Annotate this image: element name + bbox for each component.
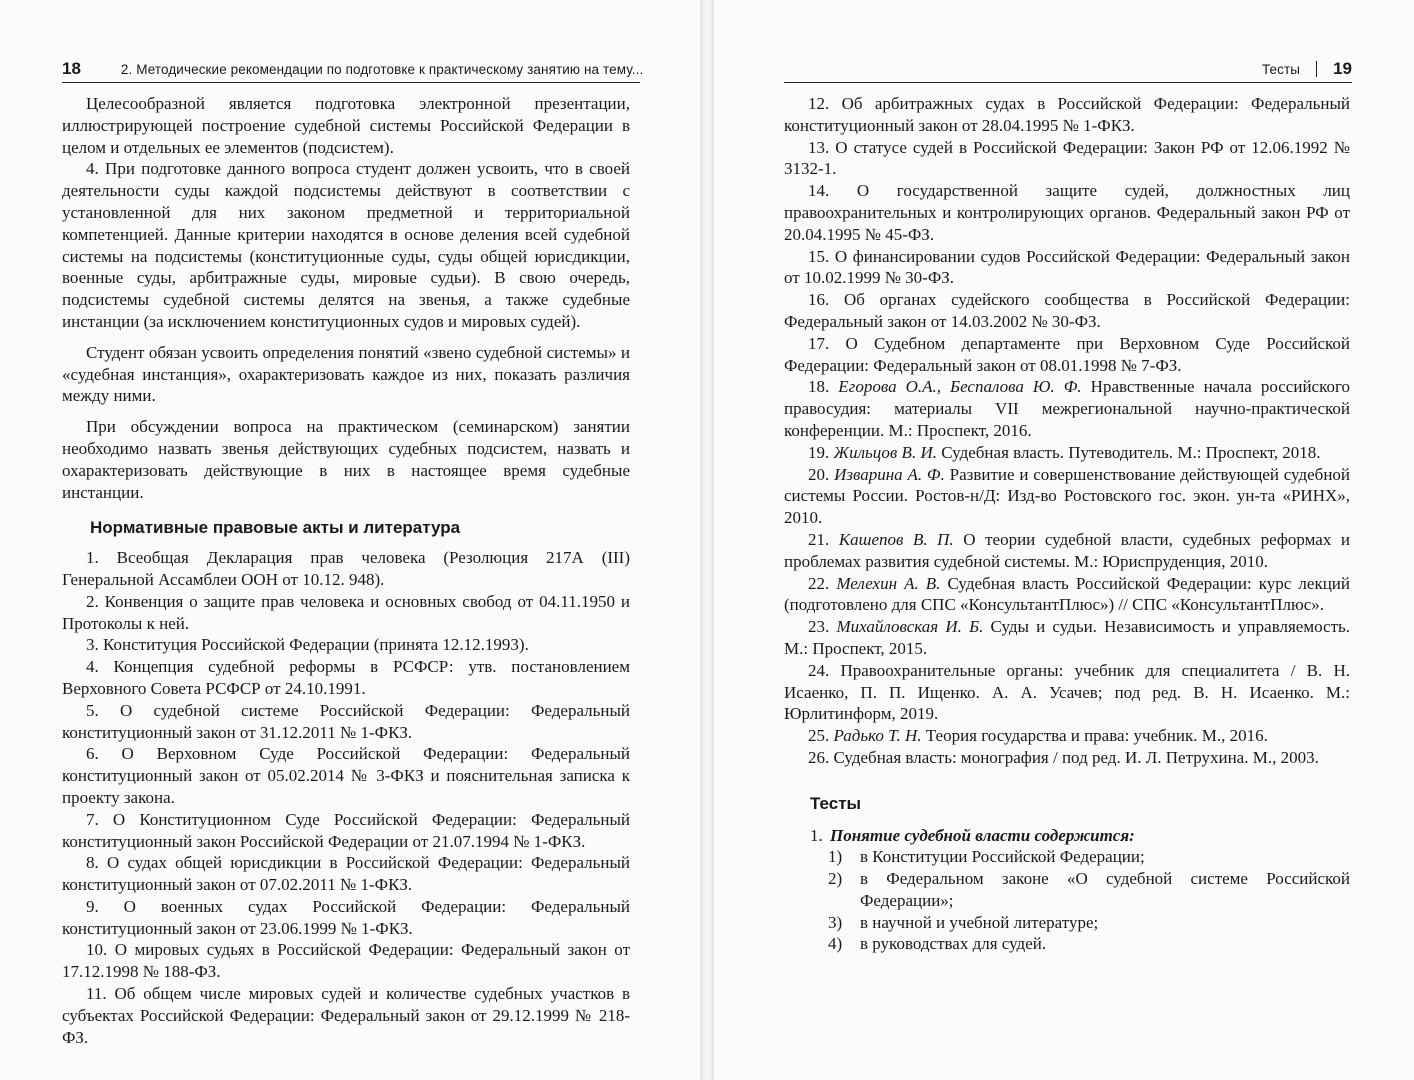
section-heading: Нормативные правовые акты и литература: [90, 518, 461, 538]
reference-author: Жильцов В. И.: [833, 442, 937, 462]
answer-option: 4) в руководствах для судей.: [828, 934, 1047, 954]
book-gutter: [700, 0, 714, 1080]
left-running-header: [62, 56, 644, 82]
reference-item: 5. О судебной системе Российской Федерации: Федеральный конституционный закон от 31.12.2011 № 1-ФКЗ.: [62, 700, 630, 742]
reference-item: 9. О военных судах Российской Федерации: Федеральный конституционный закон от 23.06.1999 № 1-ФКЗ.: [62, 896, 630, 938]
reference-item: 6. О Верховном Суде Российской Федерации: Федеральный конституционный закон от 05.02.2014 № 3-ФКЗ и пояснительная записка к проекту закона.: [62, 744, 630, 807]
reference-item: 22. Мелехин А. В. Судебная власть Российской Федерации: курс лекций (подготовлено для СПС «КонсультантПлюс») // СПС «КонсультантПлюс».: [784, 573, 1350, 615]
reference-item: 11. Об общем числе мировых судей и количестве судебных участков в субъектах Российской Федерации: Федеральный закон от 29.12.1999 № 218-ФЗ.: [62, 984, 630, 1047]
reference-author: Изварина А. Ф.: [834, 464, 945, 484]
reference-author: Мелехин А. В.: [836, 573, 941, 593]
reference-item: 25. Радько Т. Н. Теория государства и права: учебник. М., 2016.: [808, 726, 1268, 746]
right-page-body: [784, 93, 1350, 955]
reference-item: 2. Конвенция о защите прав человека и основных свобод от 04.11.1950 и Протоколы к ней.: [62, 591, 630, 633]
left-page: [0, 0, 700, 1080]
tests-heading: Тесты: [810, 793, 862, 813]
header-rule: [784, 82, 1352, 83]
header-rule: [62, 82, 640, 83]
left-page-number: 18: [62, 59, 81, 78]
reference-item: 20. Изварина А. Ф. Развитие и совершенствование действующей судебной системы России. Ростов-н/Д: Изд-во Ростовского гос. экон. ун-та «РИНХ», 2010.: [784, 464, 1351, 528]
left-running-title: 2. Методические рекомендации по подготовке к практическому занятию на тему...: [120, 61, 644, 77]
test-question: [810, 825, 1350, 847]
paragraph: Студент обязан усвоить определения понятий «звено судебной системы» и «судебная инстанция», охарактеризовать каждое из них, показать различия между ними.: [62, 342, 630, 406]
reference-item: 26. Судебная власть: монография / под ред. И. Л. Петрухина. М., 2003.: [808, 747, 1319, 767]
reference-item: 14. О государственной защите судей, должностных лиц правоохранительных и контролирующих органов. Федеральный закон РФ от 20.04.1995 № 45-ФЗ.: [784, 181, 1350, 244]
reference-item: 13. О статусе судей в Российской Федерации: Закон РФ от 12.06.1992 № 3132-1.: [784, 137, 1350, 179]
answer-option: 3) в научной и учебной литературе;: [828, 912, 1099, 932]
reference-item: 21. Кашепов В. П. О теории судебной власти, судебных реформах и проблемах развития судебной системы. М.: Юриспруденция, 2010.: [784, 529, 1350, 571]
reference-item: 19. Жильцов В. И. Судебная власть. Путеводитель. М.: Проспект, 2018.: [808, 442, 1321, 462]
left-page-body: [62, 93, 630, 1048]
reference-item: 12. Об арбитражных судах в Российской Федерации: Федеральный конституционный закон от 28.04.1995 № 1-ФКЗ.: [784, 94, 1351, 135]
question-text: Понятие судебной власти содержится:: [830, 825, 1135, 845]
reference-item: 1. Всеобщая Декларация прав человека (Резолюция 217А (III) Генеральной Ассамблеи ООН от 10.12. 948).: [62, 548, 630, 589]
paragraph: Целесообразной является подготовка электронной презентации, иллюстрирующей построение судебной системы Российской Федерации в целом и отдельных ее элементов (подсистем).: [62, 94, 630, 157]
right-page-number: 19: [1333, 59, 1352, 78]
reference-item: 18. Егорова О.А., Беспалова Ю. Ф. Нравственные начала российского правосудия: материалы VII межрегиональной научно-практической конференции. М.: Проспект, 2016.: [784, 377, 1351, 440]
paragraph: 4. При подготовке данного вопроса студент должен усвоить, что в своей деятельности суды каждой подсистемы действуют в соответствии с установленной для них законом предметной и территориальной компетенцией. Данные критерии находятся в основе деления всей судебной системы на подсистемы (конституционные суды, суды общей юрисдикции, военные суды, арбитражные суды, мировые судьи). В свою очередь, подсистемы судебной системы делятся на звенья, а также судебные инстанции (за исключением конституционных судов и мировых судей).: [62, 159, 630, 331]
right-running-header: [784, 56, 1352, 82]
answer-option: 1) в Конституции Российской Федерации;: [828, 847, 1145, 867]
reference-item: 4. Концепция судебной реформы в РСФСР: утв. постановлением Верховного Совета РСФСР от 24.10.1991.: [62, 657, 630, 698]
reference-item: 8. О судах общей юрисдикции в Российской Федерации: Федеральный конституционный закон от 07.02.2011 № 1-ФКЗ.: [62, 853, 630, 895]
reference-item: 17. О Судебном департаменте при Верховном Суде Российской Федерации: Федеральный закон от 08.01.1998 № 7-ФЗ.: [784, 333, 1351, 375]
right-running-title: Тесты: [1261, 61, 1301, 77]
reference-item: 15. О финансировании судов Российской Федерации: Федеральный закон от 10.02.1999 № 30-ФЗ.: [784, 246, 1350, 288]
reference-item: 10. О мировых судьях в Российской Федерации: Федеральный закон от 17.12.1998 № 188-ФЗ.: [62, 940, 630, 982]
right-page: [714, 0, 1414, 1080]
reference-item: 24. Правоохранительные органы: учебник для специалитета / В. Н. Исаенко, П. П. Ищенко. А. А. Усачев; под ред. В. Н. Исаенко. М.: Юрлитинформ, 2019.: [784, 660, 1350, 724]
reference-item: 3. Конституция Российской Федерации (принята 12.12.1993).: [86, 635, 529, 655]
reference-item: 16. Об органах судейского сообщества в Российской Федерации: Федеральный закон от 14.03.2002 № 30-ФЗ.: [784, 290, 1350, 331]
reference-author: Кашепов В. П.: [838, 529, 954, 549]
answer-option: 2) в Федеральном законе «О судебной системе Российской Федерации»;: [828, 869, 1350, 910]
reference-author: Егорова О.А., Беспалова Ю. Ф.: [838, 377, 1082, 397]
question-number: 1.: [810, 825, 823, 845]
paragraph: При обсуждении вопроса на практическом (семинарском) занятии необходимо назвать звенья действующих судебных подсистем, назвать и охарактеризовать действующие в них в настоящее время судебные инстанции.: [62, 417, 630, 502]
reference-item: 23. Михайловская И. Б. Суды и судьи. Независимость и управляемость. М.: Проспект, 2015.: [784, 617, 1351, 658]
reference-author: Радько Т. Н.: [833, 726, 922, 746]
reference-item: 7. О Конституционном Суде Российской Федерации: Федеральный конституционный закон Российской Федерации от 21.07.1994 № 1-ФКЗ.: [62, 809, 630, 851]
reference-author: Михайловская И. Б.: [836, 617, 984, 637]
header-separator: [1316, 61, 1317, 77]
